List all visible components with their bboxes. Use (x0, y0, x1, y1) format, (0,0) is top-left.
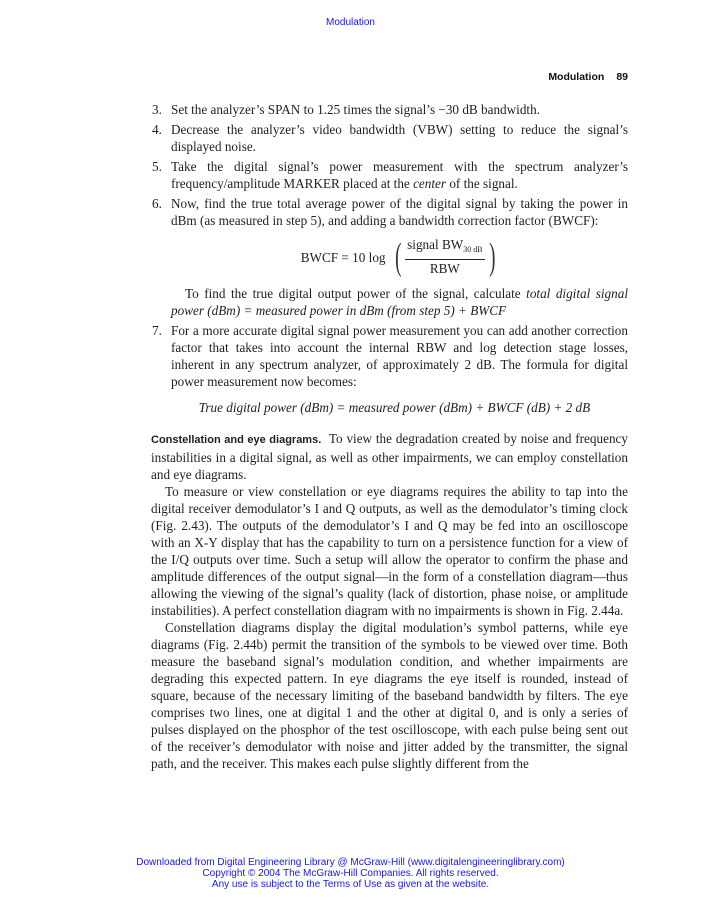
section-paragraph-2: To measure or view constellation or eye diagrams requires the ability to tap into the digital receiver demodulator’s I and Q outputs, as well as the demodulator’s timing clock (Fig. 2.43). The outputs of the demodulator’s I and Q may be fed into an oscilloscope with an X-Y display that has the capability to turn on a persistence function for a view of the I/Q outputs over time. Such a setup will allow the operator to confirm the phase and amplitude differences of the output signal—in the form of a constellation diagram—thus allowing the viewing of the signal’s quality (lack of distortion, phase noise, or amplitude instabilities). A perfect constellation diagram with no impairments is shown in Fig. 2.44a. (151, 484, 628, 618)
footer-copyright: Copyright © 2004 The McGraw-Hill Companies. All rights reserved. (202, 868, 499, 879)
numerator-subscript: 30 dB (463, 245, 483, 254)
top-chapter-link[interactable]: Modulation (326, 17, 375, 28)
running-head (518, 71, 628, 83)
step-6 (151, 195, 628, 229)
step-5 (151, 158, 628, 192)
step-text: Now, find the true total average power of the digital signal by taking the power in dBm (as measured in step 5), and adding a bandwidth correction factor (BWCF): (171, 196, 628, 228)
step-4 (151, 121, 628, 155)
step-text: For a more accurate digital signal power measurement you can add another correction factor that takes into account the internal RBW and log detection stage losses, inherent in any spectrum analyzer, of approximately 2 dB. The formula for digital power measurement now becomes: (171, 323, 628, 389)
step-6-followup (151, 285, 628, 319)
footer-terms-link[interactable]: Any use is subject to the Terms of Use as given at the website. (211, 879, 490, 890)
step-3 (151, 101, 628, 118)
page-content (151, 101, 628, 772)
paragraph-text: To view the degradation created by noise and frequency instabilities in a digital signal, as well as other impairments, we can employ constellation and eye diagrams. (151, 431, 628, 482)
true-power-formula: True digital power (dBm) = measured power (dBm) + BWCF (dB) + 2 dB (198, 400, 591, 415)
equation-fraction (405, 237, 484, 277)
step-number: 6. (152, 196, 162, 211)
page-number: 89 (616, 71, 628, 83)
step-text: Set the analyzer’s SPAN to 1.25 times the signal’s −30 dB bandwidth. (171, 102, 540, 117)
step-number: 7. (152, 323, 162, 338)
running-head-title: Modulation (548, 71, 605, 83)
followup-text: To find the true digital output power of the signal, calculate (185, 286, 527, 301)
right-paren: ) (488, 236, 496, 278)
numerator-text: signal BW (407, 237, 464, 252)
footer-notice (0, 857, 701, 890)
footer-download-link[interactable]: Downloaded from Digital Engineering Library @ McGraw-Hill (www.digitalengineeringlibrary.com) (136, 857, 565, 868)
followup-emphasis: total digital signal power (dBm) = measured power in dBm (from step 5) + BWCF (171, 286, 629, 318)
left-paren: ( (394, 236, 402, 278)
section-paragraph-1 (151, 430, 628, 483)
step-text: of the signal. (446, 176, 518, 191)
step-text: Take the digital signal’s power measurement with the spectrum analyzer’s frequency/amplitude MARKER placed at the (171, 159, 628, 191)
step-number: 3. (152, 102, 162, 117)
step-text-emphasis: center (413, 176, 447, 191)
equation-lhs: BWCF = 10 log (300, 249, 386, 265)
section-heading: Constellation and eye diagrams. (151, 434, 322, 446)
step-text: Decrease the analyzer’s video bandwidth (VBW) setting to reduce the signal’s displayed noise. (171, 122, 628, 154)
step-number: 5. (152, 159, 162, 174)
step-number: 4. (152, 122, 162, 137)
fraction-numerator (405, 237, 484, 260)
fraction-denominator: RBW (429, 261, 460, 276)
step-7 (151, 322, 628, 390)
section-paragraph-3: Constellation diagrams display the digital modulation’s symbol patterns, while eye diagrams (Fig. 2.44b) permit the transition of the symbols to be viewed over time. Both measure the baseband signal’s modulation condition, and whether impairments are degrading this expected pattern. In eye diagrams the eye itself is rounded, instead of square, because of the necessary limiting of the baseband bandwidth by filters. The eye comprises two lines, one at digital 1 and the other at digital 0, and is only a series of pulses displayed on the phosphor of the test oscilloscope, with each pulse being sent out of the receiver’s demodulator with noise and jitter added by the transmitter, the signal path, and the receiver. This makes each pulse slightly different from the (151, 620, 628, 771)
bwcf-equation (171, 238, 628, 276)
